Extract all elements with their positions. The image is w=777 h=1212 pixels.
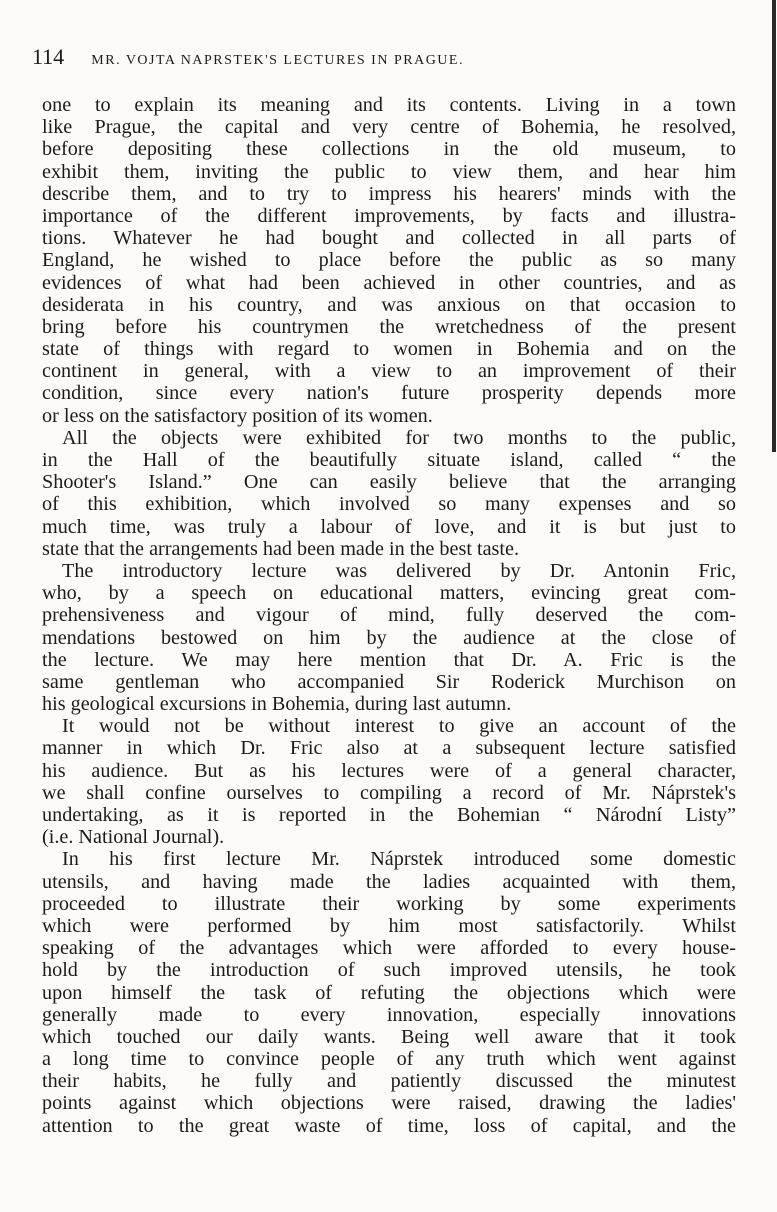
text-line: a long time to convince people of any truth which went against <box>42 1048 736 1071</box>
text-line: England, he wished to place before the public as so many <box>42 249 736 272</box>
text-line: bring before his countrymen the wretchedness of the present <box>42 315 736 338</box>
text-line: of this exhibition, which involved so many expenses and so <box>42 493 736 516</box>
text-line: who, by a speech on educational matters, evincing great com- <box>42 582 736 605</box>
text-line: undertaking, as it is reported in the Bohemian “ Národní Listy” <box>42 804 736 826</box>
text-line: It would not be without interest to give an account of the <box>62 715 736 738</box>
text-line: we shall confine ourselves to compiling a record of Mr. Náprstek's <box>42 781 736 804</box>
text-line: generally made to every innovation, especially innovations <box>42 1003 736 1026</box>
text-line: points against which objections were raised, drawing the ladies' <box>42 1092 736 1115</box>
text-line: prehensiveness and vigour of mind, fully deserved the com- <box>42 604 736 627</box>
text-line: much time, was truly a labour of love, and it is but just to <box>42 515 736 538</box>
text-line: which were performed by him most satisfactorily. Whilst <box>42 914 736 937</box>
text-line: upon himself the task of refuting the objections which were <box>42 981 736 1004</box>
text-line: continent in general, with a view to an improvement of their <box>42 360 736 383</box>
text-line: attention to the great waste of time, loss of capital, and the <box>42 1114 736 1137</box>
text-line: Shooter's Island.” One can easily believe that the arranging <box>42 471 736 494</box>
text-line: in the Hall of the beautifully situate island, called “ the <box>42 449 736 471</box>
text-line: All the objects were exhibited for two months to the public, <box>62 426 736 449</box>
page-header <box>32 44 732 74</box>
text-line: proceeded to illustrate their working by some experiments <box>42 892 736 915</box>
text-line: same gentleman who accompanied Sir Roderick Murchison on <box>42 670 736 693</box>
text-line: utensils, and having made the ladies acquainted with them, <box>42 870 736 893</box>
text-line: The introductory lecture was delivered by Dr. Antonin Fric, <box>62 559 736 582</box>
text-line: (i.e. National Journal). <box>42 826 225 849</box>
text-line: condition, since every nation's future prosperity depends more <box>42 382 736 405</box>
text-line: tions. Whatever he had bought and collected in all parts of <box>42 227 736 250</box>
text-line: his audience. But as his lectures were of a general character, <box>42 759 736 782</box>
text-line: or less on the satisfactory position of its women. <box>42 404 433 427</box>
text-line: the lecture. We may here mention that Dr. A. Fric is the <box>42 648 736 671</box>
text-line: importance of the different improvements, by facts and illustra- <box>42 204 736 227</box>
text-line: evidences of what had been achieved in other countries, and as <box>42 271 736 294</box>
text-line: before depositing these collections in the old museum, to <box>42 138 736 161</box>
text-line: describe them, and to try to impress his hearers' minds with the <box>42 182 736 205</box>
text-line: manner in which Dr. Fric also at a subsequent lecture satisfied <box>42 737 736 760</box>
text-line: hold by the introduction of such improved utensils, he took <box>42 959 736 982</box>
text-line: state of things with regard to women in Bohemia and on the <box>42 338 736 361</box>
text-line: desiderata in his country, and was anxious on that occasion to <box>42 293 736 316</box>
text-line: exhibit them, inviting the public to view them, and hear him <box>42 160 736 183</box>
text-line: one to explain its meaning and its contents. Living in a town <box>42 94 736 116</box>
page-number: 114 <box>32 44 65 69</box>
text-line: which touched our daily wants. Being well aware that it took <box>42 1025 736 1048</box>
text-line: In his first lecture Mr. Náprstek introduced some domestic <box>62 848 736 871</box>
text-line: his geological excursions in Bohemia, during last autumn. <box>42 693 512 716</box>
running-head: MR. VOJTA NAPRSTEK'S LECTURES IN PRAGUE. <box>91 53 464 68</box>
text-line: mendations bestowed on him by the audience at the close of <box>42 626 736 649</box>
body-text <box>0 94 777 1137</box>
text-line: their habits, he fully and patiently discussed the minutest <box>42 1070 736 1093</box>
text-line: state that the arrangements had been made in the best taste. <box>42 537 520 560</box>
text-line: speaking of the advantages which were afforded to every house- <box>42 937 736 960</box>
text-line: like Prague, the capital and very centre of Bohemia, he resolved, <box>42 116 736 139</box>
